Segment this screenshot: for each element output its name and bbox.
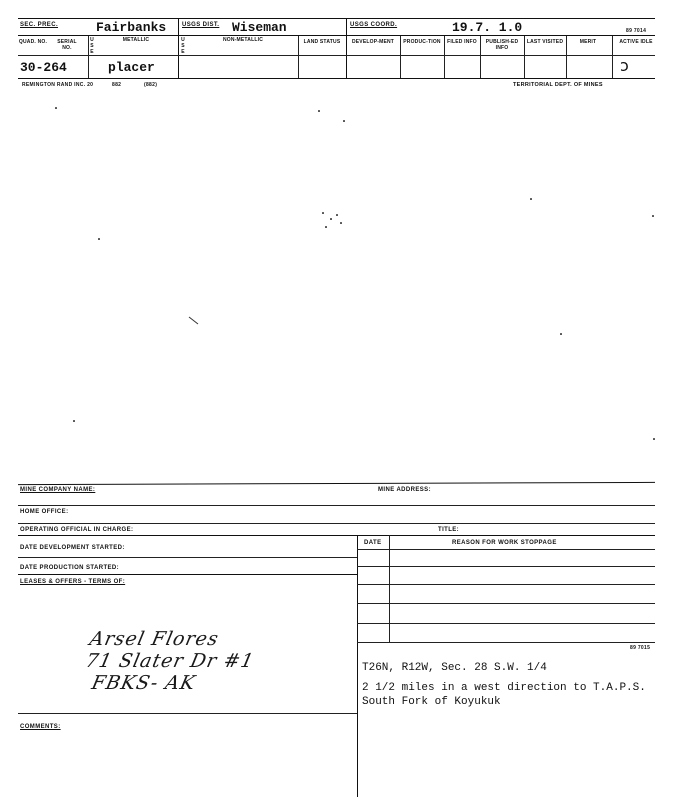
rule xyxy=(357,603,655,604)
rule xyxy=(18,535,655,536)
col-development: DEVELOP-MENT xyxy=(351,39,395,45)
sec-prec-value: Fairbanks xyxy=(96,20,167,35)
lower-top-rule xyxy=(18,482,655,485)
quad-serial-value: 30-264 xyxy=(20,60,67,75)
col-production: PRODUC-TION xyxy=(403,39,441,45)
rule xyxy=(18,713,357,714)
location-stream: South Fork of Koyukuk xyxy=(362,696,501,708)
printer-code: 882 xyxy=(112,82,122,88)
col-published-info: PUBLISH-ED INFO xyxy=(485,39,519,51)
date-col-divider xyxy=(389,535,390,643)
comments-label: COMMENTS: xyxy=(20,724,61,730)
divider xyxy=(444,36,445,78)
form-number-bottom: 89 7015 xyxy=(630,645,651,651)
rule xyxy=(18,574,357,575)
divider xyxy=(612,36,613,78)
col-quad: QUAD. NO. xyxy=(18,39,48,45)
col-use-2: U S E xyxy=(181,37,185,55)
divider xyxy=(400,36,401,78)
col-land-status: LAND STATUS xyxy=(303,39,341,45)
printer-code-2: (882) xyxy=(144,82,158,88)
handwritten-city: FBKS- AK xyxy=(89,672,198,694)
divider xyxy=(566,36,567,78)
rule xyxy=(357,566,655,567)
divider xyxy=(480,36,481,78)
date-col-header: DATE xyxy=(364,540,382,546)
handwritten-street: 71 Slater Dr #1 xyxy=(83,650,257,672)
header-bottom-rule xyxy=(18,55,655,56)
location-legal: T26N, R12W, Sec. 28 S.W. 1/4 xyxy=(362,662,547,674)
header-mid-rule xyxy=(18,35,655,36)
usgs-dist-label: USGS DIST. xyxy=(182,22,220,28)
leases-label: LEASES & OFFERS - TERMS OF: xyxy=(20,579,126,585)
printer-note: REMINGTON RAND INC. 20 xyxy=(22,82,94,88)
col-filed-info: FILED INFO xyxy=(447,39,477,45)
col-metallic: METALLIC xyxy=(122,37,150,43)
col-last-visited: LAST VISITED xyxy=(526,39,564,45)
divider xyxy=(346,18,347,78)
rule xyxy=(357,642,655,643)
rule xyxy=(357,549,655,550)
row-bottom-rule xyxy=(18,78,655,79)
title-label: TITLE: xyxy=(438,527,460,533)
form-number-top: 89 7014 xyxy=(626,28,647,34)
mine-company-name-label: MINE COMPANY NAME: xyxy=(20,487,96,493)
col-serial: SERIAL NO. xyxy=(57,39,77,51)
stray-mark xyxy=(188,316,200,326)
department-name: TERRITORIAL DEPT. OF MINES xyxy=(513,82,603,88)
rule xyxy=(357,623,655,624)
mine-address-label: MINE ADDRESS: xyxy=(378,487,431,493)
date-dev-started-label: DATE DEVELOPMENT STARTED: xyxy=(20,545,125,551)
home-office-label: HOME OFFICE: xyxy=(20,509,69,515)
reason-col-header: REASON FOR WORK STOPPAGE xyxy=(452,540,557,546)
check-mark: ɔ xyxy=(620,56,629,75)
col-merit: MERIT xyxy=(579,39,597,45)
metallic-value: placer xyxy=(108,60,155,75)
divider xyxy=(178,18,179,78)
handwritten-name: Arsel Flores xyxy=(87,628,222,650)
col-use: U S E xyxy=(90,37,94,55)
sec-prec-label: SEC. PREC. xyxy=(20,22,59,28)
center-divider xyxy=(357,535,358,797)
rule xyxy=(357,584,655,585)
divider xyxy=(298,36,299,78)
operating-official-label: OPERATING OFFICIAL IN CHARGE: xyxy=(20,527,134,533)
usgs-dist-value: Wiseman xyxy=(232,20,287,35)
usgs-coord-label: USGS COORD. xyxy=(350,22,398,28)
divider xyxy=(524,36,525,78)
rule xyxy=(18,523,655,524)
col-active-idle: ACTIVE IDLE xyxy=(619,39,653,45)
date-prod-started-label: DATE PRODUCTION STARTED: xyxy=(20,565,120,571)
col-non-metallic: NON-METALLIC xyxy=(222,37,264,43)
header-top-rule xyxy=(18,18,655,19)
rule xyxy=(18,505,655,506)
usgs-coord-value: 19.7. 1.0 xyxy=(452,20,523,35)
location-direction: 2 1/2 miles in a west direction to T.A.P.S. xyxy=(362,682,646,694)
rule xyxy=(18,557,357,558)
